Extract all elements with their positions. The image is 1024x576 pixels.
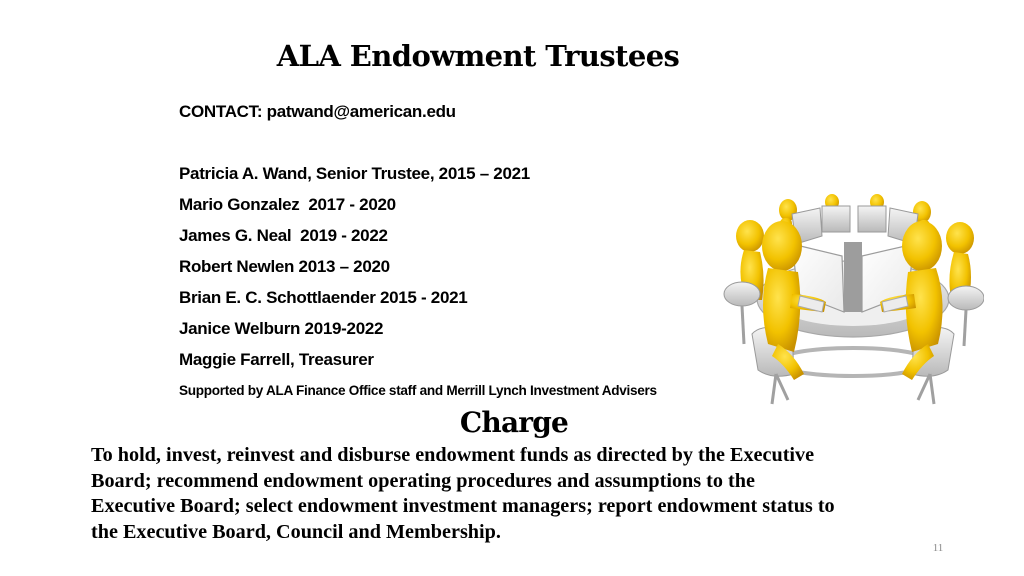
trustee-item: James G. Neal 2019 - 2022 (179, 226, 388, 245)
charge-heading: Charge (459, 406, 569, 439)
trustee-item: Brian E. C. Schottlaender 2015 - 2021 (179, 288, 468, 307)
trustee-list (179, 161, 530, 378)
charge-line: To hold, invest, reinvest and disburse endowment funds as directed by the Executive (91, 444, 815, 466)
trustee-item: Maggie Farrell, Treasurer (179, 350, 374, 369)
team-round-table-computers-icon (722, 184, 984, 408)
charge-line: the Executive Board, Council and Membership. (91, 520, 501, 543)
charge-line: Executive Board; select endowment investment managers; report endowment status to (91, 495, 835, 517)
trustee-item: Robert Newlen 2013 – 2020 (179, 257, 390, 276)
charge-line: Board; recommend endowment operating procedures and assumptions to the (91, 469, 755, 492)
trustee-item: Janice Welburn 2019-2022 (179, 319, 384, 338)
contact-line: CONTACT: patwand@american.edu (179, 102, 456, 121)
support-note: Supported by ALA Finance Office staff and Merrill Lynch Investment Advisers (179, 383, 657, 398)
trustee-item: Patricia A. Wand, Senior Trustee, 2015 – 2021 (179, 164, 530, 183)
trustee-item: Mario Gonzalez 2017 - 2020 (179, 195, 396, 214)
slide-title: ALA Endowment Trustees (276, 39, 680, 73)
charge-text (91, 443, 951, 545)
page-number: 11 (932, 542, 944, 554)
